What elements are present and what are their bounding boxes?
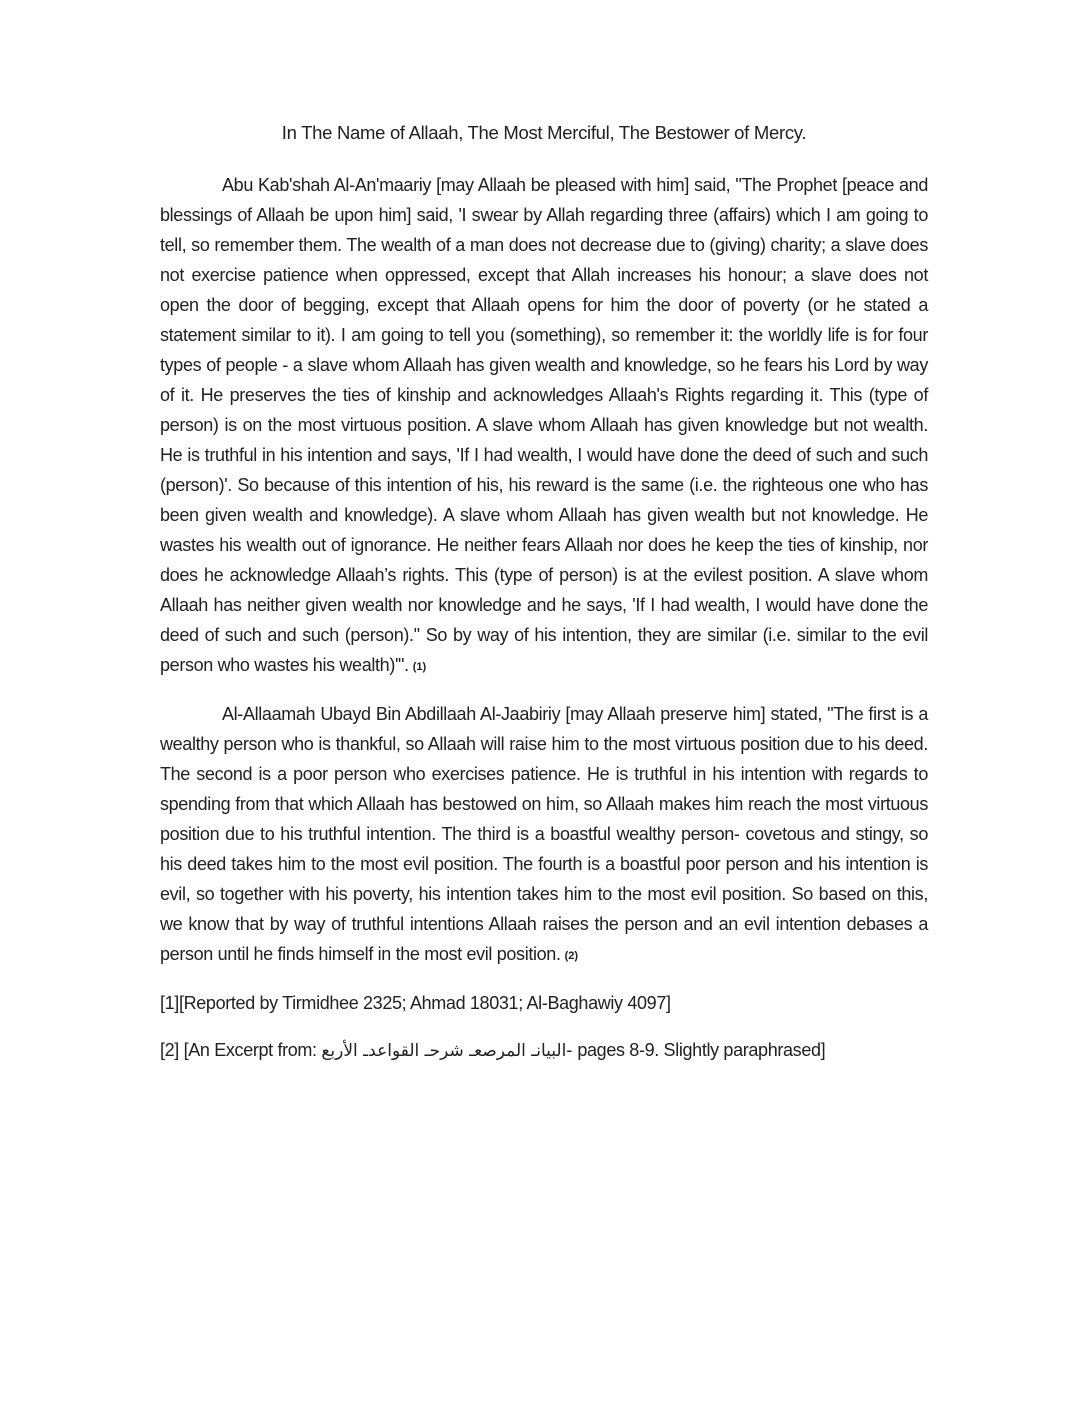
paragraph-hadith-text: Abu Kab'shah Al-An'maariy [may Allaah be pleased with him] said, "The Prophet [peace and blessings of Allaah be upon him] said, 'I swear by Allah regarding three (affairs) which I am going to tell, so remember them. The wealth of a man does not decrease due to (giving) charity; a slave does not exercise patience when oppressed, except that Allah increases his honour; a slave does not open the door of begging, except that Allaah opens for him the door of poverty (or he stated a statement similar to it). I am going to tell you (something), so remember it: the worldly life is for four types of people - a slave whom Allaah has given wealth and knowledge, so he fears his Lord by way of it. He preserves the ties of kinship and acknowledges Allaah's Rights regarding it. This (type of person) is on the most virtuous position. A slave whom Allaah has given knowledge but not wealth. He is truthful in his intention and says, 'If I had wealth, I would have done the deed of such and such (person)'. So because of this intention of his, his reward is the same (i.e. the righteous one who has been given wealth and knowledge). A slave whom Allaah has given wealth but not knowledge. He wastes his wealth out of ignorance. He neither fears Allaah nor does he keep the ties of kinship, nor does he acknowledge Allaah’s rights. This (type of person) is at the evilest position. A slave whom Allaah has neither given wealth nor knowledge and he says, 'If I had wealth, I would have done the deed of such and such (person).'' So by way of his intention, they are similar (i.e. similar to the evil person who wastes his wealth)'". bbox=[160, 175, 928, 675]
document-heading: In The Name of Allaah, The Most Merciful, The Bestower of Mercy. bbox=[281, 122, 807, 143]
footnote-2-text-after: - pages 8-9. Slightly paraphrased] bbox=[566, 1040, 826, 1060]
paragraph-hadith bbox=[160, 170, 928, 682]
footnote-marker-2: (2) bbox=[564, 950, 579, 962]
footnote-2-arabic-title: البيانـ المرصعـ شرحـ القواعدـ الأربع bbox=[321, 1041, 567, 1061]
paragraph-commentary-text: Al-Allaamah Ubayd Bin Abdillaah Al-Jaabiriy [may Allaah preserve him] stated, "The first is a wealthy person who is thankful, so Allaah will raise him to the most virtuous position due to his deed. The second is a poor person who exercises patience. He is truthful in his intention with regards to spending from that which Allaah has bestowed on him, so Allaah makes him reach the most virtuous position due to his truthful intention. The third is a boastful wealthy person- covetous and stingy, so his deed takes him to the most evil position. The fourth is a boastful poor person and his intention is evil, so together with his poverty, his intention takes him to the most evil position. So based on this, we know that by way of truthful intentions Allaah raises the person and an evil intention debases a person until he finds himself in the most evil position. bbox=[160, 704, 928, 964]
footnote-2-text-before: [2] [An Excerpt from: bbox=[160, 1040, 322, 1060]
paragraph-commentary bbox=[160, 699, 928, 971]
footnote-line-2 bbox=[160, 1035, 928, 1066]
footnote-line-1: [1][Reported by Tirmidhee 2325; Ahmad 18031; Al-Baghawiy 4097] bbox=[160, 993, 671, 1013]
footnote-marker-1: (1) bbox=[412, 661, 427, 673]
